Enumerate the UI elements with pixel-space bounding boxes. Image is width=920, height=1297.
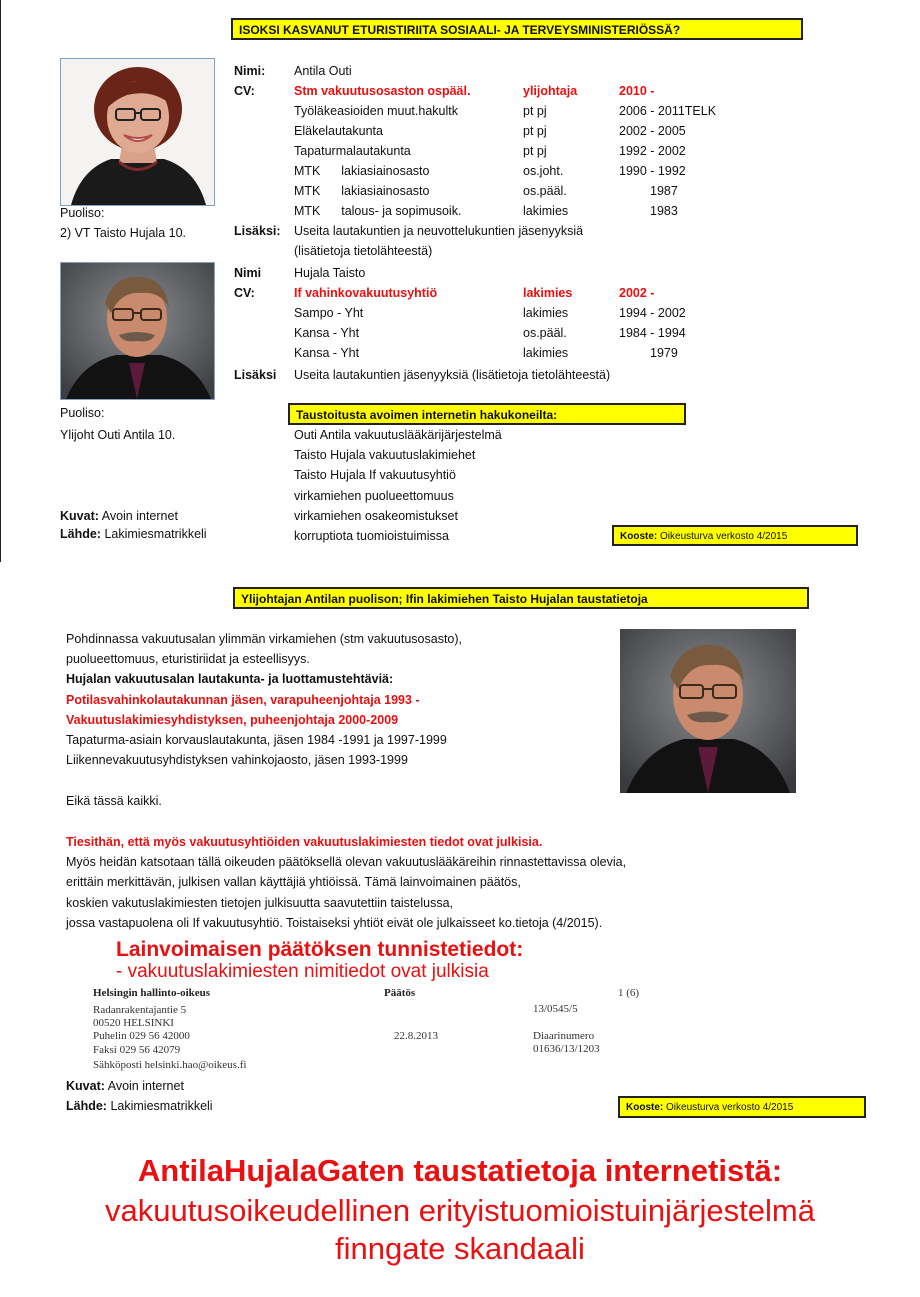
search-item: Taisto Hujala If vakuutusyhtiö <box>294 468 456 482</box>
kooste-label: Kooste: <box>620 531 658 542</box>
cv1-row-years: 1992 - 2002 <box>619 144 686 158</box>
search-item: Outi Antila vakuutuslääkärijärjestelmä <box>294 428 502 442</box>
position-red: Potilasvahinkolautakunnan jäsen, varapuheenjohtaja 1993 - <box>66 693 420 707</box>
court-phone: Puhelin 029 56 42000 <box>93 1030 190 1042</box>
puoliso-value-2: Ylijoht Outi Antila 10. <box>60 428 176 442</box>
kooste-box-bottom <box>618 1096 866 1118</box>
kuvat-line-top <box>60 507 178 525</box>
cv1-row-role: pt pj <box>523 144 547 158</box>
intro-line: Pohdinnassa vakuutusalan ylimmän virkamiehen (stm vakuutusosasto), <box>66 632 463 646</box>
para-line: jossa vastapuolena oli If vakuutusyhtiö. Toistaiseksi yhtiöt eivät ole julkaisseet ko.tietoja (4/2015). <box>66 916 603 930</box>
lahde-label: Lähde: <box>66 1099 107 1113</box>
photo-taisto-hujala <box>60 262 215 400</box>
cv2-top-role: lakimies <box>523 286 573 300</box>
court-fax: Faksi 029 56 42079 <box>93 1044 181 1056</box>
decision-title: Lainvoimaisen päätöksen tunnistetiedot: <box>116 938 524 961</box>
search-heading-box: Taustoitusta avoimen internetin hakukoneilta: <box>288 403 686 425</box>
court-address1: Radanrakentajantie 5 <box>93 1004 187 1016</box>
eika-text: Eikä tässä kaikki. <box>66 794 162 808</box>
puoliso-label-2: Puoliso: <box>60 406 105 420</box>
para-line: Myös heidän katsotaan tällä oikeuden päätöksellä olevan vakuutuslääkäreihin rinnastettavissa olevia, <box>66 855 627 869</box>
court-address2: 00520 HELSINKI <box>93 1017 174 1029</box>
search-item: virkamiehen puolueettomuus <box>294 489 454 503</box>
case-number: 13/0545/5 <box>533 1003 578 1015</box>
cv1-top-role: ylijohtaja <box>523 84 578 98</box>
cv2-row-org: Kansa - Yht <box>294 346 360 360</box>
lisaksi-label-2: Lisäksi <box>234 368 277 382</box>
cv2-row-org: Kansa - Yht <box>294 326 360 340</box>
lisaksi-text-2: Useita lautakuntien jäsenyyksiä (lisätietoja tietolähteestä) <box>294 368 611 382</box>
cv1-row-role: lakimies <box>523 204 569 218</box>
lahde-value: Lakimiesmatrikkeli <box>104 527 207 541</box>
nimi-label-1: Nimi: <box>234 64 266 78</box>
intro-line: puolueettomuus, eturistiriidat ja esteellisyys. <box>66 652 310 666</box>
cv1-row-years: 1987 <box>650 184 678 198</box>
kooste-value: Oikeusturva verkosto 4/2015 <box>666 1102 794 1113</box>
cv1-row-years: 1983 <box>650 204 678 218</box>
cv2-row-role: os.pääl. <box>523 326 567 340</box>
footer-line3: finngate skandaali <box>335 1231 585 1266</box>
photo-outi-antila <box>60 58 215 206</box>
puoliso-label-1: Puoliso: <box>60 206 105 220</box>
kuvat-label: Kuvat: <box>66 1079 105 1093</box>
lisaksi-label-1: Lisäksi: <box>234 224 281 238</box>
cv1-row-years: 1990 - 1992 <box>619 164 686 178</box>
position-item: Tapaturma-asiain korvauslautakunta, jäsen 1984 -1991 ja 1997-1999 <box>66 733 447 747</box>
cv1-row-role: os.joht. <box>523 164 564 178</box>
lahde-line-bottom <box>66 1097 213 1115</box>
positions-heading: Hujalan vakuutusalan lautakunta- ja luottamustehtäviä: <box>66 672 394 686</box>
kuvat-value: Avoin internet <box>107 1079 184 1093</box>
footer-line2: vakuutusoikeudellinen erityistuomioistuinjärjestelmä <box>105 1193 815 1228</box>
decision-date: 22.8.2013 <box>394 1030 438 1042</box>
search-item: korruptiota tuomioistuimissa <box>294 529 449 543</box>
cv1-row-role: pt pj <box>523 124 547 138</box>
nimi-value-1: Antila Outi <box>294 64 352 78</box>
cv1-row-org: MTK lakiasiainosasto <box>294 184 430 198</box>
diaari-label: Diaarinumero <box>533 1030 595 1042</box>
cv1-row-org: MTK lakiasiainosasto <box>294 164 430 178</box>
court-email: Sähköposti helsinki.hao@oikeus.fi <box>93 1059 247 1071</box>
para-line: erittäin merkittävän, julkisen vallan käyttäjiä yhtiöissä. Tämä lainvoimainen päätös, <box>66 875 521 889</box>
cv2-row-org: Sampo - Yht <box>294 306 364 320</box>
cv2-top-org: If vahinkovakuutusyhtiö <box>294 286 438 300</box>
cv2-row-role: lakimies <box>523 346 569 360</box>
cv1-top-years: 2010 - <box>619 84 655 98</box>
cv-label-2: CV: <box>234 286 255 300</box>
lahde-value: Lakimiesmatrikkeli <box>110 1099 213 1113</box>
search-item: virkamiehen osakeomistukset <box>294 509 458 523</box>
footer-title: AntilaHujalaGaten taustatietoja internetistä: <box>137 1153 783 1188</box>
diaari-number: 01636/13/1203 <box>533 1043 600 1055</box>
para-line: koskien vakutuslakimiesten tietojen julkisuutta saavutettiin taistelussa, <box>66 896 454 910</box>
cv-label-1: CV: <box>234 84 255 98</box>
lahde-label: Lähde: <box>60 527 101 541</box>
cv1-top-org: Stm vakuutusosaston ospääl. <box>294 84 471 98</box>
cv2-row-years: 1984 - 1994 <box>619 326 686 340</box>
cv1-row-years: 2006 - 2011TELK <box>619 104 717 118</box>
kuvat-value: Avoin internet <box>101 509 178 523</box>
lisaksi-text-1a: Useita lautakuntien ja neuvottelukuntien jäsenyyksiä <box>294 224 584 238</box>
position-red: Vakuutuslakimiesyhdistyksen, puheenjohtaja 2000-2009 <box>66 713 399 727</box>
cv1-row-role: os.pääl. <box>523 184 567 198</box>
cv1-row-org: Eläkelautakunta <box>294 124 383 138</box>
cv1-row-org: Tapaturmalautakunta <box>294 144 411 158</box>
lahde-line-top <box>60 525 207 543</box>
header-eturistiriita: ISOKSI KASVANUT ETURISTIRIITA SOSIAALI- JA TERVEYSMINISTERIÖSSÄ? <box>231 18 803 40</box>
header-hujala-taustatietoja: Ylijohtajan Antilan puolison; Ifin lakimiehen Taisto Hujalan taustatietoja <box>233 587 809 609</box>
kooste-label: Kooste: <box>626 1102 664 1113</box>
cv1-row-role: pt pj <box>523 104 547 118</box>
kuvat-label: Kuvat: <box>60 509 99 523</box>
court-name: Helsingin hallinto-oikeus <box>93 987 211 999</box>
decision-subtitle: - vakuutuslakimiesten nimitiedot ovat julkisia <box>116 961 489 982</box>
search-item: Taisto Hujala vakuutuslakimiehet <box>294 448 476 462</box>
left-border-line <box>0 0 1 562</box>
position-item: Liikennevakuutusyhdistyksen vahinkojaosto, jäsen 1993-1999 <box>66 753 408 767</box>
cv1-row-years: 2002 - 2005 <box>619 124 686 138</box>
cv2-top-years: 2002 - <box>619 286 655 300</box>
nimi-label-2: Nimi <box>234 266 262 280</box>
lisaksi-text-1b: (lisätietoja tietolähteestä) <box>294 244 433 258</box>
cv2-row-role: lakimies <box>523 306 569 320</box>
page-count: 1 (6) <box>618 987 640 999</box>
paatos-label: Päätös <box>384 987 416 999</box>
cv1-row-org: MTK talous- ja sopimusoik. <box>294 204 462 218</box>
cv1-row-org: Työläkeasioiden muut.hakultk <box>294 104 458 118</box>
puoliso-value-1: 2) VT Taisto Hujala 10. <box>60 226 186 240</box>
cv2-row-years: 1979 <box>650 346 678 360</box>
cv2-row-years: 1994 - 2002 <box>619 306 686 320</box>
nimi-value-2: Hujala Taisto <box>294 266 366 280</box>
kooste-value: Oikeusturva verkosto 4/2015 <box>660 531 788 542</box>
photo-taisto-hujala-large <box>620 629 796 793</box>
kuvat-line-bottom <box>66 1077 184 1095</box>
kooste-box-top <box>612 525 858 546</box>
tiesithan-text: Tiesithän, että myös vakuutusyhtiöiden vakuutuslakimiesten tiedot ovat julkisia. <box>66 835 543 849</box>
